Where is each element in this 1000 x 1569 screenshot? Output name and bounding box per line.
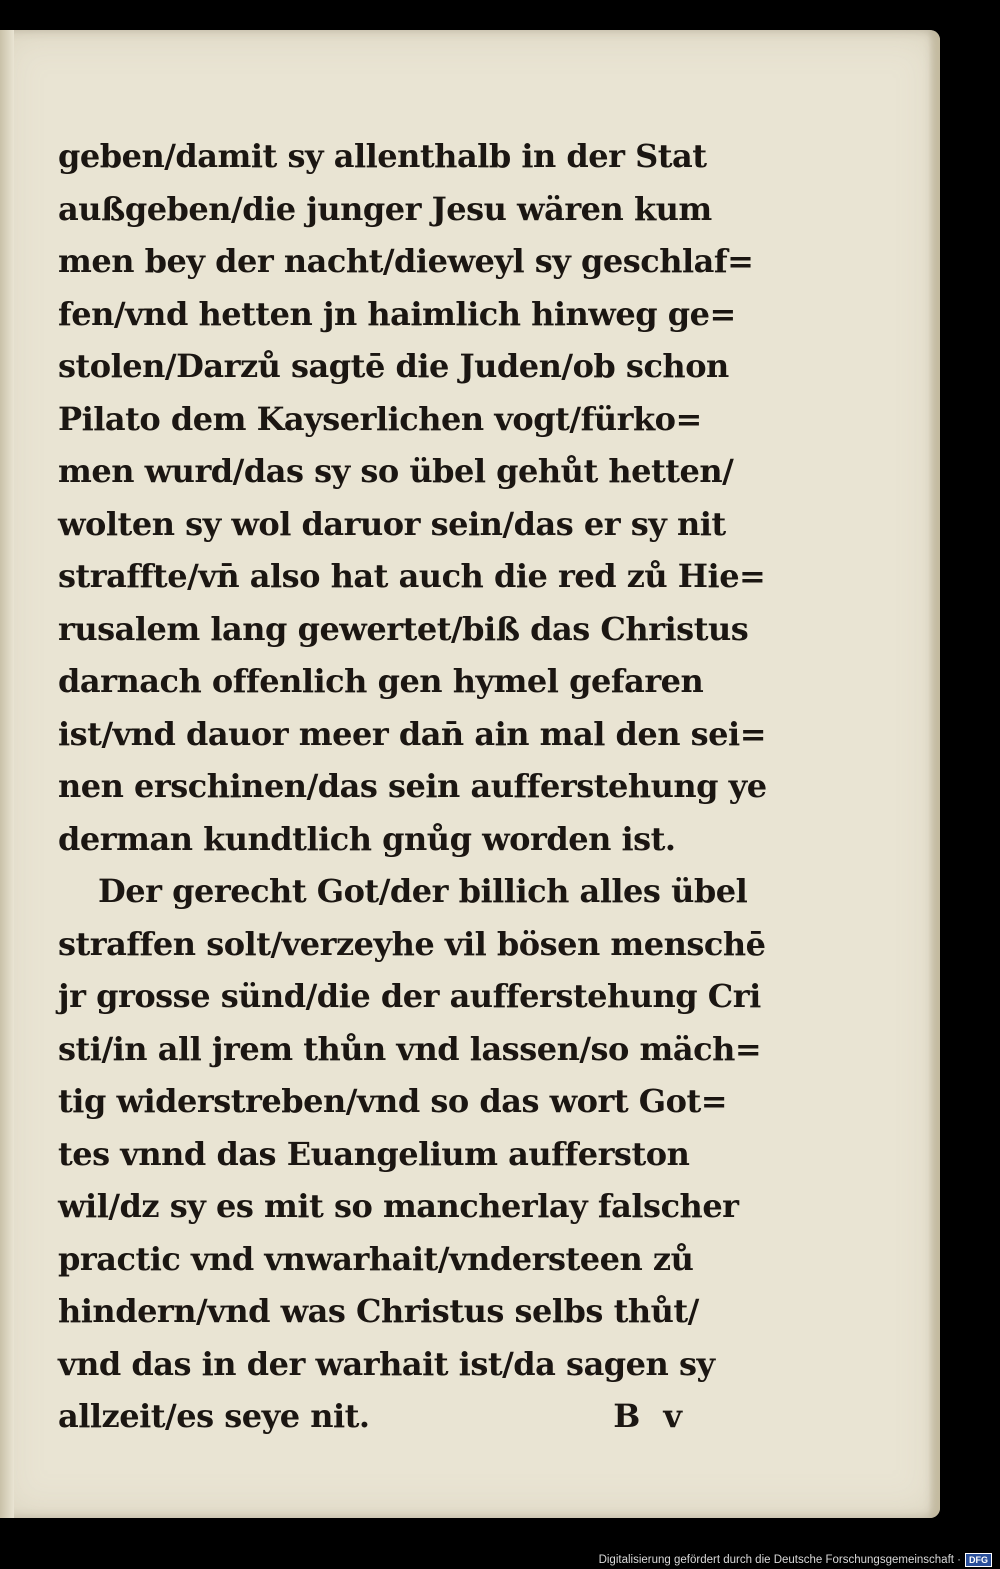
text-line-21: wil/dz sy es mit so mancherlay falscher [58, 1187, 739, 1225]
text-line-23: hindern/vnd was Christus selbs thůt/ [58, 1292, 699, 1330]
text-line-13: nen erschinen/das sein aufferstehung ye [58, 767, 767, 805]
dfg-logo-icon: DFG [965, 1553, 992, 1567]
text-line-7: men wurd/das sy so übel gehůt hetten/ [58, 452, 734, 490]
text-line-10: rusalem lang gewertet/biß das Christus [58, 609, 749, 648]
signature-mark: B v [613, 1397, 688, 1435]
text-line-19: tig widerstreben/vnd so das wort Got= [58, 1082, 728, 1120]
text-line-15: Der gerecht Got/der billich alles übel [98, 872, 748, 910]
footer-credit [599, 1553, 992, 1567]
text-line-22: practic vnd vnwarhait/vndersteen zů [58, 1239, 694, 1278]
text-line-12: ist/vnd dauor meer dan̄ ain mal den sei= [58, 714, 766, 753]
text-line-14: derman kundtlich gnůg worden ist. [58, 819, 676, 858]
text-line-25 [58, 1390, 688, 1443]
text-line-9: straffte/vn̄ also hat auch die red zů Hie= [58, 557, 766, 595]
text-line-6: Pilato dem Kayserlichen vogt/fürko= [58, 399, 702, 438]
text-line-5: stolen/Darzů sagtē die Juden/ob schon [58, 347, 729, 385]
text-line-11: darnach offenlich gen hymel gefaren [58, 662, 704, 700]
text-line-4: fen/vnd hetten jn haimlich hinweg ge= [58, 294, 736, 333]
text-line-2: außgeben/die junger Jesu wären kum [58, 189, 712, 228]
text-line-20: tes vnnd das Euangelium aufferston [58, 1134, 690, 1173]
text-line-8: wolten sy wol daruor sein/das er sy nit [58, 504, 726, 543]
footer-text: Digitalisierung gefördert durch die Deutsche Forschungsgemeinschaft · [598, 1554, 961, 1566]
text-line-1: geben/damit sy allenthalb in der Stat [58, 137, 707, 175]
text-line-3: men bey der nacht/dieweyl sy geschlaf= [58, 242, 754, 280]
text-line-17: jr grosse sünd/die der aufferstehung Cri [58, 977, 761, 1015]
text-line-18: sti/in all jrem thůn vnd lassen/so mäch= [58, 1029, 762, 1068]
text-line-16: straffen solt/verzeyhe vil bösen menschē [58, 924, 766, 963]
text-block [58, 130, 778, 1443]
last-line-text: allzeit/es seye nit. [58, 1397, 370, 1435]
text-line-24: vnd das in der warhait ist/da sagen sy [58, 1344, 715, 1383]
book-page [0, 30, 940, 1518]
